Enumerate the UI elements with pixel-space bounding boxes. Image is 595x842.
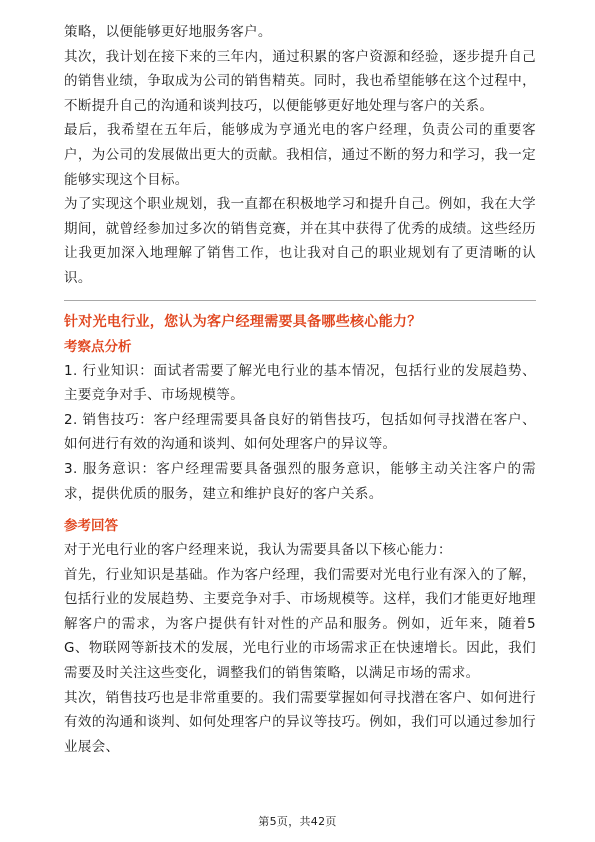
- page-content: [64, 20, 536, 759]
- section-divider: [64, 300, 536, 301]
- answer-paragraph: 其次，销售技巧也是非常重要的。我们需要掌握如何寻找潜在客户、如何进行有效的沟通和谈判、如何处理客户的异议等技巧。例如，我们可以通过参加行业展会、: [64, 689, 536, 755]
- paragraph: 为了实现这个职业规划，我一直都在积极地学习和提升自己。例如，我在大学期间，就曾经参加过多次的销售竞赛，并在其中获得了优秀的成绩。这些经历让我更加深入地理解了销售工作，也让我对自己的职业规划有了更清晰的认识。: [64, 196, 536, 286]
- question-heading: 针对光电行业，您认为客户经理需要具备哪些核心能力？: [64, 313, 422, 330]
- analysis-item: 2. 销售技巧：客户经理需要具备良好的销售技巧，包括如何寻找潜在客户、如何进行有效的沟通和谈判、如何处理客户的异议等。: [64, 411, 536, 453]
- paragraph: 策略，以便能够更好地服务客户。: [64, 24, 272, 40]
- analysis-heading: 考察点分析: [64, 338, 132, 355]
- answer-paragraph: 对于光电行业的客户经理来说，我认为需要具备以下核心能力：: [64, 542, 452, 559]
- answer-paragraph: 首先，行业知识是基础。作为客户经理，我们需要对光电行业有深入的了解，包括行业的发展趋势、主要竞争对手、市场规模等。这样，我们才能更好地理解客户的需求，为客户提供有针对性的产品和服务。例如，近年来，随着5G、物联网等新技术的发展，光电行业的市场需求正在快速增长。因此，我们需要及时关注这些变化，调整我们的销售策略，以满足市场的需求。: [64, 566, 536, 682]
- page-number-footer: 第5页，共42页: [258, 815, 337, 828]
- analysis-item: 3. 服务意识：客户经理需要具备强烈的服务意识，能够主动关注客户的需求，提供优质的服务，建立和维护良好的客户关系。: [64, 460, 536, 502]
- analysis-item: 1. 行业知识：面试者需要了解光电行业的基本情况，包括行业的发展趋势、主要竞争对手、市场规模等。: [64, 362, 536, 404]
- paragraph: 最后，我希望在五年后，能够成为亨通光电的客户经理，负责公司的重要客户，为公司的发展做出更大的贡献。我相信，通过不断的努力和学习，我一定能够实现这个目标。: [64, 122, 536, 188]
- paragraph: 其次，我计划在接下来的三年内，通过积累的客户资源和经验，逐步提升自己的销售业绩，争取成为公司的销售精英。同时，我也希望能够在这个过程中，不断提升自己的沟通和谈判技巧，以便能够更好地处理与客户的关系。: [64, 48, 536, 114]
- reference-answer-heading: 参考回答: [64, 518, 118, 535]
